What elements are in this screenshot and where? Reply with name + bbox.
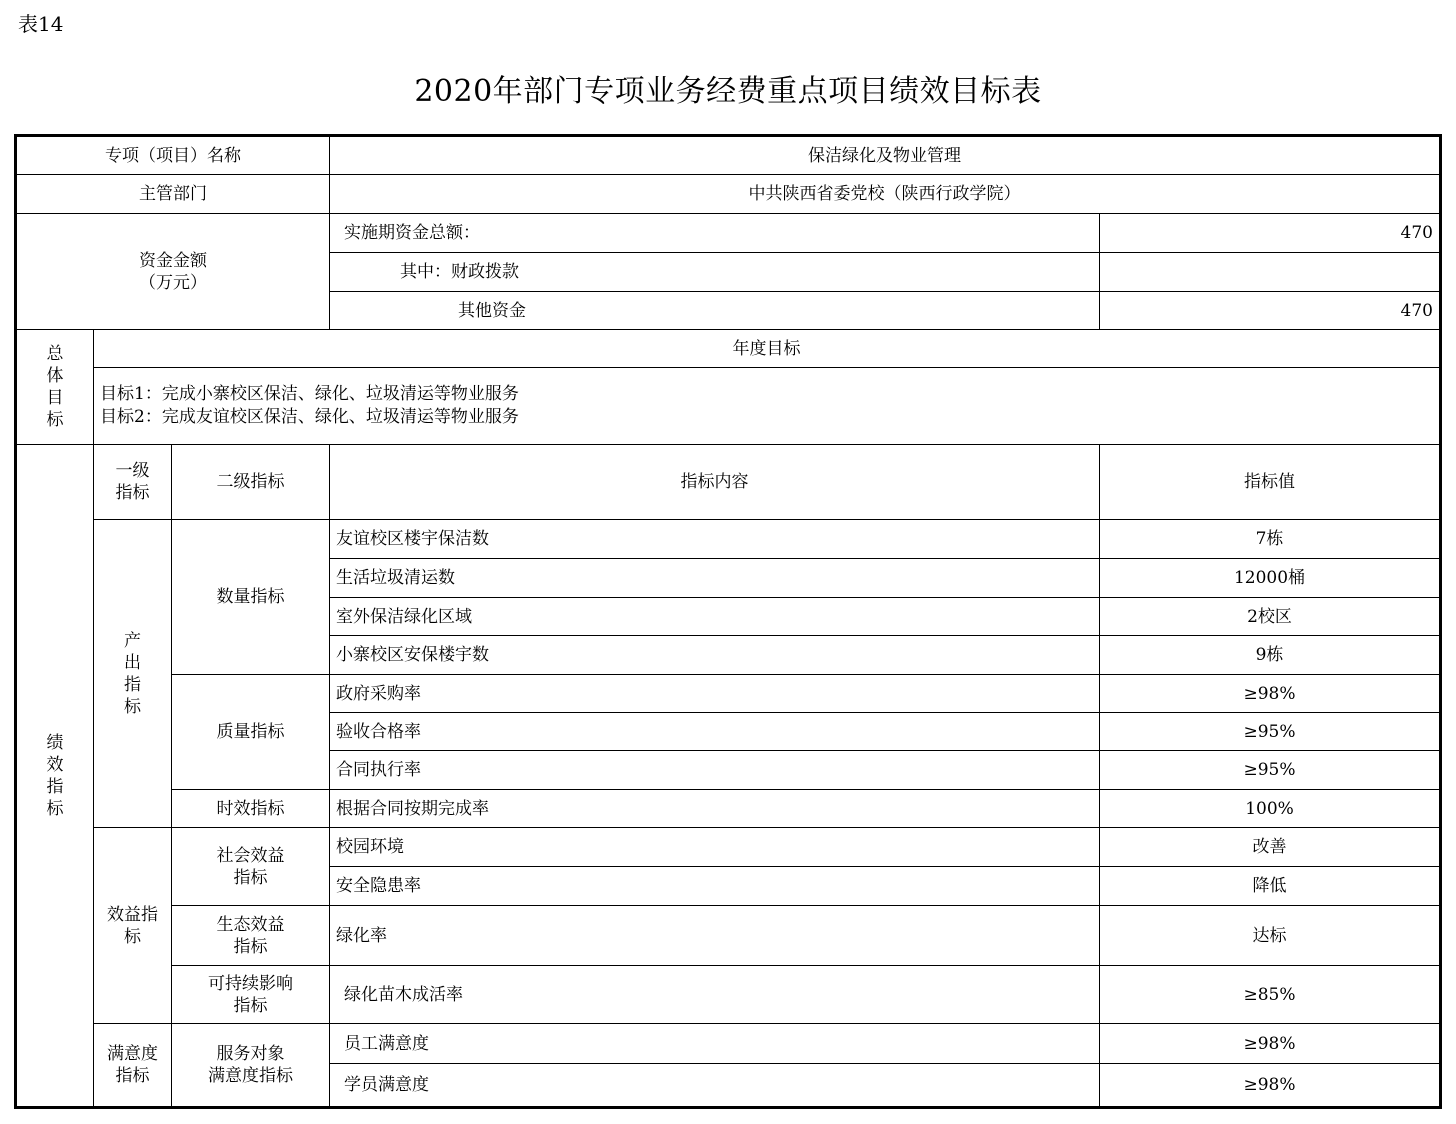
benefit-indicator-label: 效益指 标 xyxy=(94,828,172,1024)
indicator-content: 室外保洁绿化区域 xyxy=(330,598,1100,636)
indicator-header-row xyxy=(16,445,1441,520)
document-title: 2020年部门专项业务经费重点项目绩效目标表 xyxy=(414,74,1042,109)
funds-other-value: 470 xyxy=(1100,292,1441,330)
indicator-value: 达标 xyxy=(1100,906,1441,966)
table-row xyxy=(16,1024,1441,1064)
annual-goal-content-row xyxy=(16,368,1441,445)
project-name-row xyxy=(16,136,1441,175)
indicator-content: 生活垃圾清运数 xyxy=(330,559,1100,598)
indicator-content: 验收合格率 xyxy=(330,713,1100,751)
funds-fiscal-label: 其中：财政拨款 xyxy=(330,253,1100,292)
goal-2: 目标2：完成友谊校区保洁、绿化、垃圾清运等物业服务 xyxy=(100,407,519,427)
funds-total-row xyxy=(16,214,1441,253)
funds-total-label: 实施期资金总额： xyxy=(330,214,1100,253)
table-number-label: 表14 xyxy=(18,12,64,36)
indicator-value: 降低 xyxy=(1100,867,1441,906)
table-row xyxy=(16,520,1441,559)
satisfaction-indicator-label: 满意度 指标 xyxy=(94,1024,172,1108)
indicator-value: 7栋 xyxy=(1100,520,1441,559)
indicator-content: 安全隐患率 xyxy=(330,867,1100,906)
performance-indicator-label: 绩 效 指 标 xyxy=(16,445,94,1108)
annual-goal-content xyxy=(94,368,1441,445)
service-satisfaction-label: 服务对象 满意度指标 xyxy=(172,1024,330,1108)
indicator-value: ≥85% xyxy=(1100,966,1441,1024)
table-row xyxy=(16,828,1441,867)
level2-header: 二级指标 xyxy=(172,445,330,520)
table-row xyxy=(16,966,1441,1024)
department-label: 主管部门 xyxy=(16,175,330,214)
indicator-content: 校园环境 xyxy=(330,828,1100,867)
indicator-value: 9栋 xyxy=(1100,636,1441,675)
annual-goal-header-row xyxy=(16,330,1441,368)
table-row xyxy=(16,675,1441,713)
funds-fiscal-value xyxy=(1100,253,1441,292)
quality-indicator-label: 质量指标 xyxy=(172,675,330,790)
indicator-content: 根据合同按期完成率 xyxy=(330,790,1100,828)
department-row xyxy=(16,175,1441,214)
indicator-content: 合同执行率 xyxy=(330,751,1100,790)
funds-other-label: 其他资金 xyxy=(330,292,1100,330)
ecological-benefit-label: 生态效益 指标 xyxy=(172,906,330,966)
indicator-content: 学员满意度 xyxy=(330,1064,1100,1108)
table-row xyxy=(16,906,1441,966)
annual-goal-label: 年度目标 xyxy=(94,330,1441,368)
value-header: 指标值 xyxy=(1100,445,1441,520)
indicator-value: 改善 xyxy=(1100,828,1441,867)
output-indicator-label: 产 出 指 标 xyxy=(94,520,172,828)
project-name-label: 专项（项目）名称 xyxy=(16,136,330,175)
indicator-value: ≥98% xyxy=(1100,1024,1441,1064)
indicator-content: 绿化率 xyxy=(330,906,1100,966)
indicator-value: 2校区 xyxy=(1100,598,1441,636)
level1-header: 一级 指标 xyxy=(94,445,172,520)
goal-1: 目标1：完成小寨校区保洁、绿化、垃圾清运等物业服务 xyxy=(100,384,519,404)
funds-total-value: 470 xyxy=(1100,214,1441,253)
sustainable-impact-label: 可持续影响 指标 xyxy=(172,966,330,1024)
table-row xyxy=(16,790,1441,828)
indicator-value: 12000桶 xyxy=(1100,559,1441,598)
indicator-value: 100% xyxy=(1100,790,1441,828)
content-header: 指标内容 xyxy=(330,445,1100,520)
quantity-indicator-label: 数量指标 xyxy=(172,520,330,675)
overall-goal-label: 总 体 目 标 xyxy=(16,330,94,445)
indicator-value: ≥98% xyxy=(1100,675,1441,713)
funds-label: 资金金额 （万元） xyxy=(16,214,330,330)
indicator-content: 友谊校区楼宇保洁数 xyxy=(330,520,1100,559)
social-benefit-label: 社会效益 指标 xyxy=(172,828,330,906)
indicator-content: 小寨校区安保楼宇数 xyxy=(330,636,1100,675)
department-value: 中共陕西省委党校（陕西行政学院） xyxy=(330,175,1441,214)
performance-goal-table xyxy=(14,134,1442,1109)
indicator-value: ≥95% xyxy=(1100,751,1441,790)
project-name-value: 保洁绿化及物业管理 xyxy=(330,136,1441,175)
timeliness-indicator-label: 时效指标 xyxy=(172,790,330,828)
indicator-content: 绿化苗木成活率 xyxy=(330,966,1100,1024)
indicator-value: ≥98% xyxy=(1100,1064,1441,1108)
indicator-value: ≥95% xyxy=(1100,713,1441,751)
indicator-content: 员工满意度 xyxy=(330,1024,1100,1064)
indicator-content: 政府采购率 xyxy=(330,675,1100,713)
